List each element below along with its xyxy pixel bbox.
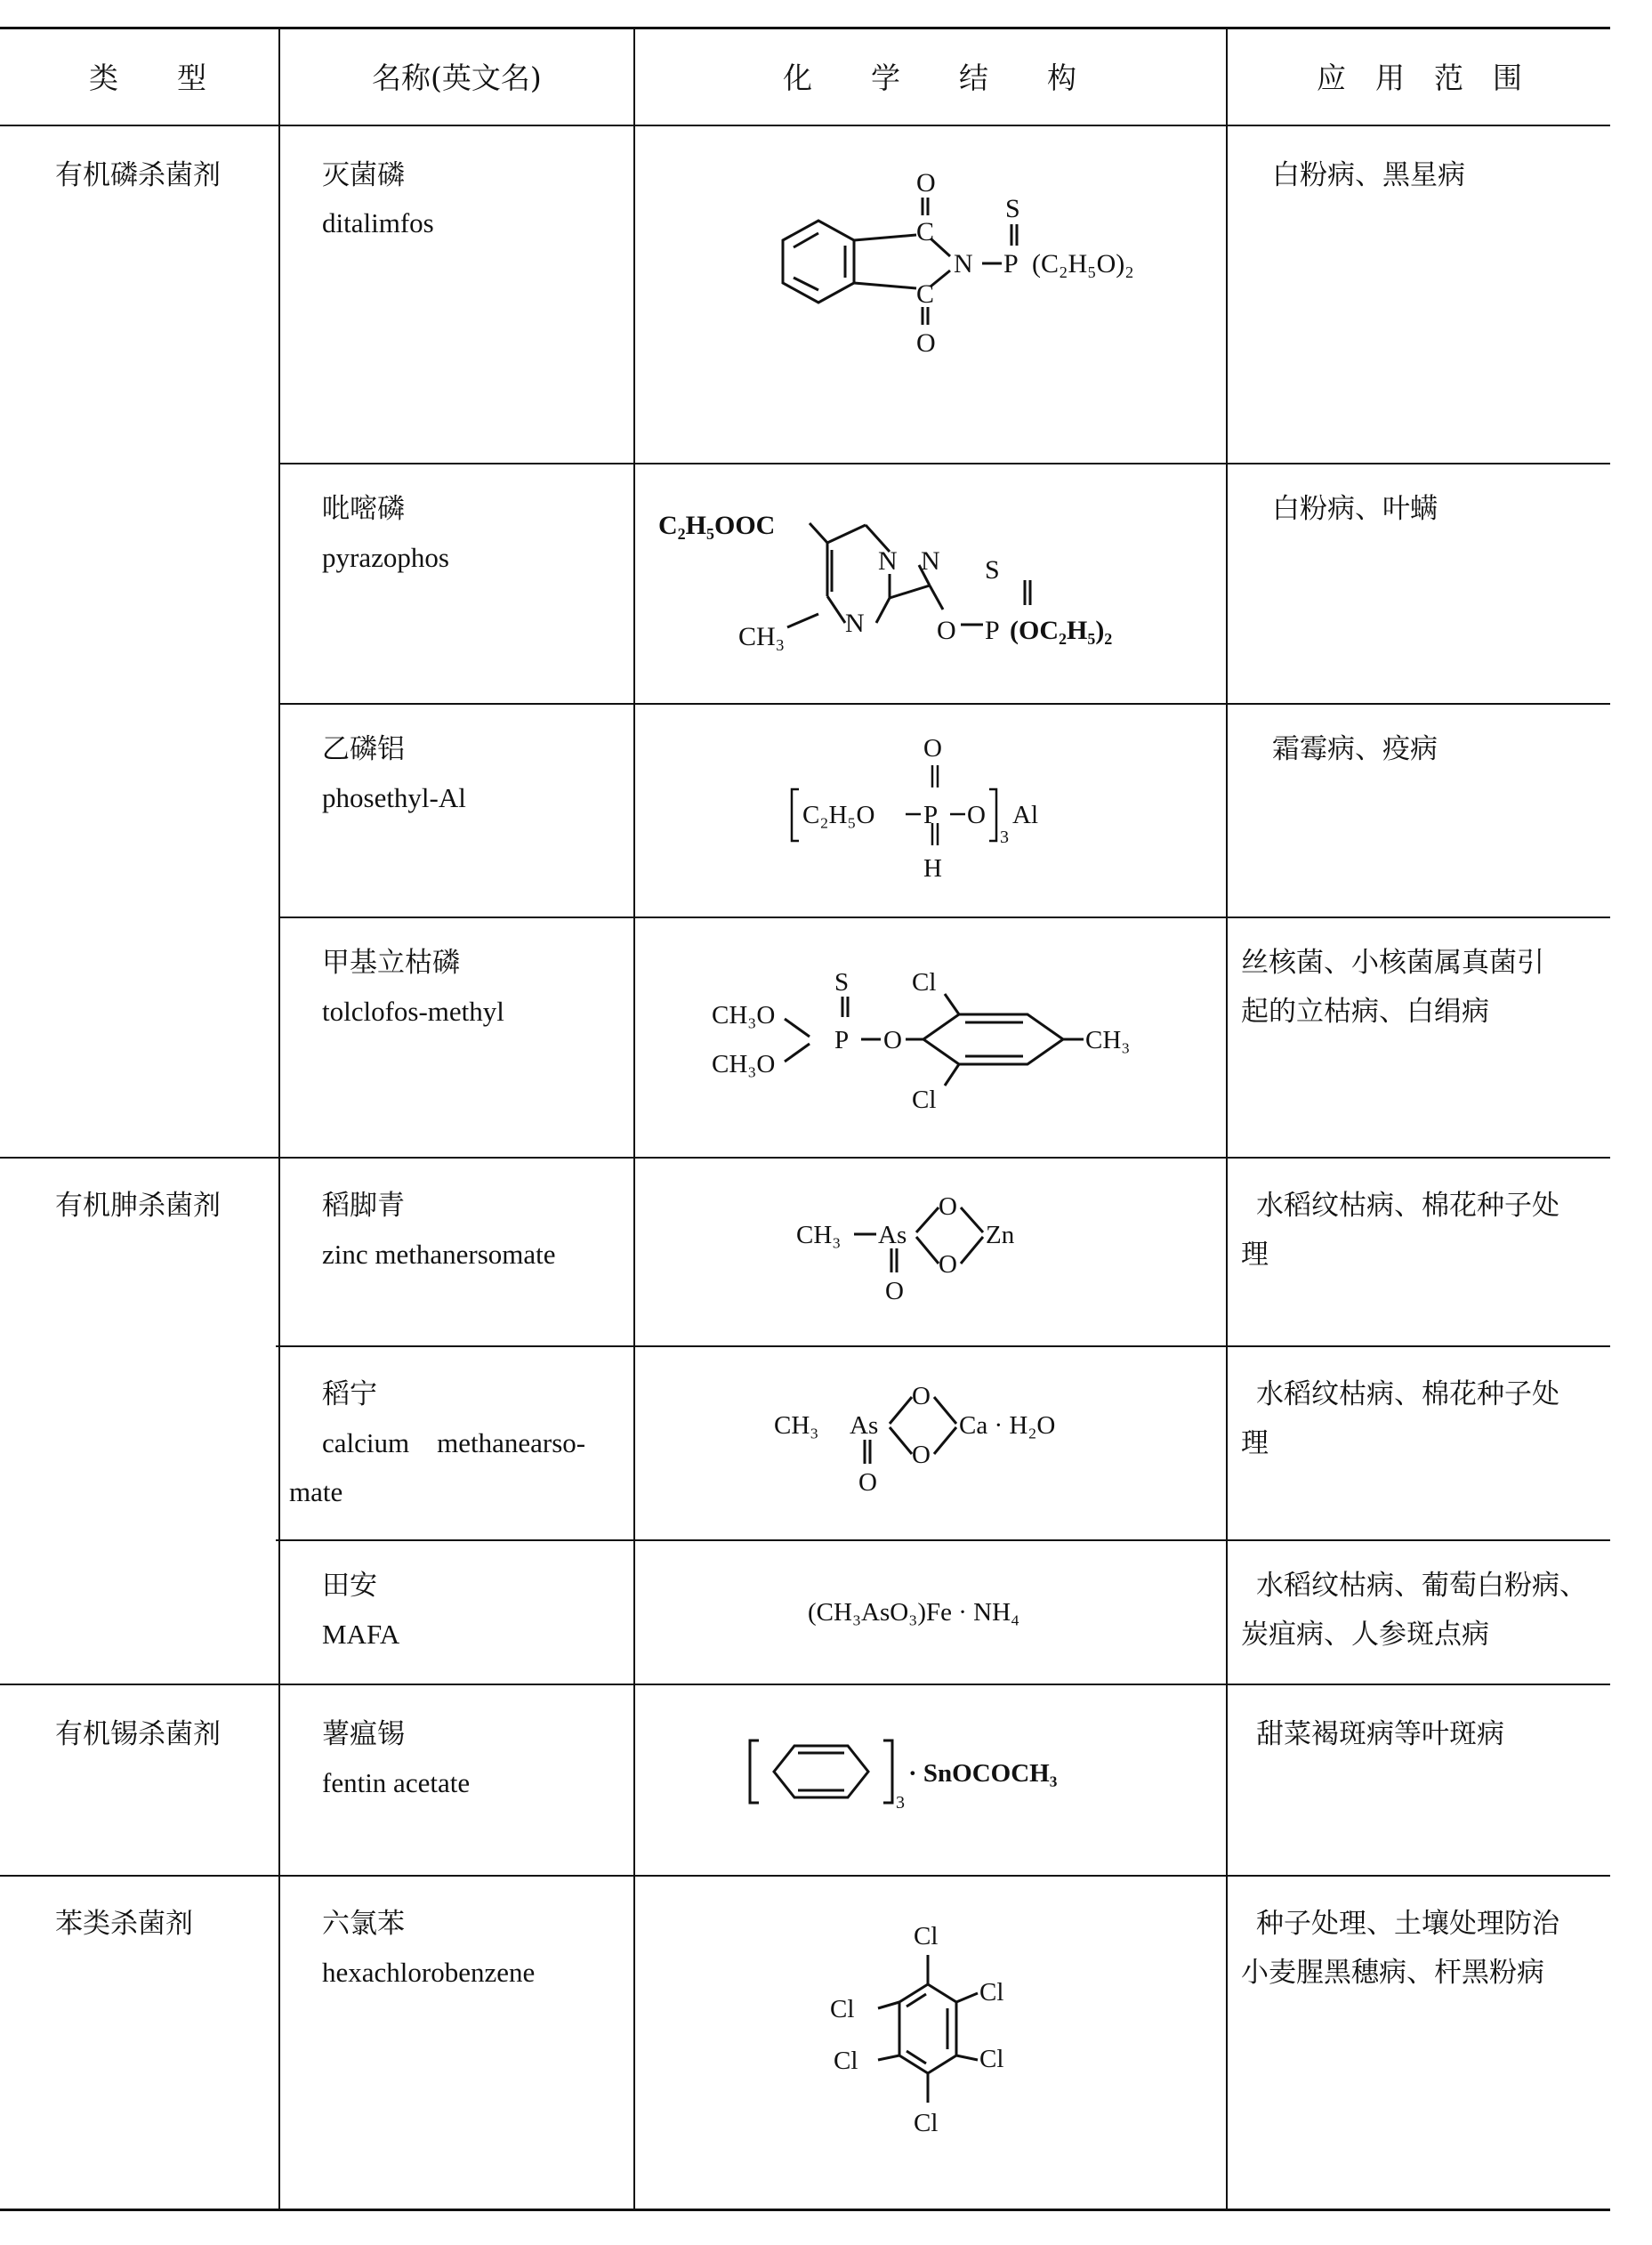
name-cn: 吡嘧磷: [322, 493, 405, 525]
row-divider-1: [280, 463, 1610, 464]
substituent-methyl: CH₃: [738, 622, 786, 651]
category-organoarsenic: 有机胂杀菌剂: [55, 1190, 221, 1222]
methoxy-bottom: CH₃O: [712, 1050, 776, 1078]
atom-cl-lower-left: Cl: [834, 2047, 858, 2075]
atom-p: P: [834, 1026, 850, 1054]
atom-al: Al: [1012, 801, 1038, 829]
atom-cl-top: Cl: [912, 968, 937, 997]
category-benzene: 苯类杀菌剂: [55, 1908, 193, 1940]
col-rule-1: [278, 27, 280, 2209]
name-cn: 灭菌磷: [322, 159, 405, 191]
top-rule: [0, 27, 1610, 29]
atom-o: O: [883, 1026, 902, 1054]
atom-o-bottom: O: [912, 1441, 931, 1469]
atom-p: P: [985, 616, 1000, 645]
row-divider-2: [280, 703, 1610, 705]
name-en: phosethyl-Al: [322, 782, 466, 813]
methoxy-top: CH₃O: [712, 1001, 776, 1030]
application-line-1: 水稻纹枯病、棉花种子处: [1256, 1190, 1559, 1222]
name-cn: 薯瘟锡: [322, 1718, 405, 1750]
atom-o-top: O: [923, 734, 942, 763]
substituent-methyl: CH₃: [774, 1411, 819, 1440]
name-en: fentin acetate: [322, 1767, 471, 1798]
category-organotin: 有机锡杀菌剂: [55, 1718, 221, 1750]
name-cn: 稻脚青: [322, 1190, 405, 1222]
atom-o-oxo: O: [885, 1277, 904, 1305]
application-line-2: 起的立枯病、白绢病: [1241, 996, 1489, 1028]
name-en: MAFA: [322, 1619, 400, 1650]
structure-phosethyl-al: [783, 725, 1085, 912]
substituent-diethoxy: (OC₂H₅)₂: [1010, 616, 1113, 645]
atom-cl-bottom: Cl: [914, 2109, 939, 2137]
atom-s: S: [985, 555, 1000, 585]
name-cn: 田安: [322, 1570, 377, 1602]
application-line-2: 理: [1241, 1427, 1269, 1459]
header-application: 应 用 范 围: [1317, 61, 1522, 95]
name-cn: 稻宁: [322, 1378, 377, 1410]
application-line-2: 小麦腥黑穗病、杆黑粉病: [1241, 1957, 1544, 1989]
substituent-ester: C₂H₅OOC: [658, 511, 776, 540]
atom-cl-lower-right: Cl: [979, 2045, 1004, 2073]
row-divider-4: [276, 1345, 1610, 1347]
subscript-3: 3: [896, 1793, 905, 1813]
atom-cl-upper-right: Cl: [979, 1978, 1004, 2007]
atom-o-top: O: [939, 1192, 957, 1221]
name-cn: 甲基立枯磷: [322, 947, 460, 979]
application: 霜霉病、疫病: [1272, 733, 1438, 765]
atom-s: S: [1005, 194, 1020, 223]
atom-o-bottom: O: [939, 1250, 957, 1279]
header-name: 名称(英文名): [372, 61, 542, 95]
subscript-3: 3: [1000, 828, 1009, 847]
row-divider-3: [280, 917, 1610, 918]
name-cn: 乙磷铝: [322, 733, 405, 765]
name-en: ditalimfos: [322, 207, 434, 238]
atom-n2: N: [921, 546, 940, 576]
atom-c-bottom: C: [916, 279, 935, 309]
atom-zn: Zn: [986, 1221, 1015, 1249]
atom-cl-upper-left: Cl: [830, 1995, 855, 2023]
structure-ditalimfos: [729, 168, 1192, 409]
structure-pyrazophos: [654, 480, 1223, 694]
name-en: pyrazophos: [322, 542, 449, 573]
substituent-methyl: CH₃: [796, 1221, 842, 1249]
atom-o-right: O: [967, 801, 986, 829]
name-cn: 六氯苯: [322, 1908, 405, 1940]
atom-p: P: [1003, 249, 1019, 279]
atom-n: N: [954, 249, 973, 279]
col-rule-2: [633, 27, 635, 2209]
atom-c-top: C: [916, 217, 935, 246]
col-rule-3: [1226, 27, 1228, 2209]
atom-o-top: O: [916, 168, 936, 198]
structure-calcium-methanearsomate: [765, 1377, 1121, 1511]
name-en: hexachlorobenzene: [322, 1957, 536, 1988]
application-line-2: 炭疽病、人参斑点病: [1241, 1619, 1489, 1651]
name-en-line-2: mate: [289, 1476, 343, 1507]
application-line-1: 种子处理、土壤处理防治: [1256, 1908, 1559, 1940]
triphenyltin-acetate: · SnOCOCH₃: [908, 1759, 1058, 1788]
header-structure: 化 学 结 构: [783, 61, 1076, 95]
application: 白粉病、黑星病: [1272, 159, 1465, 191]
header-type: 类 型: [89, 61, 206, 95]
atom-o: O: [937, 616, 956, 645]
category-organophosphorus: 有机磷杀菌剂: [55, 159, 221, 191]
calcium-hydrate: Ca · H₂O: [959, 1411, 1056, 1440]
name-en: zinc methanersomate: [322, 1239, 556, 1270]
application: 甜菜褐斑病等叶斑病: [1256, 1718, 1504, 1750]
category-divider-2: [0, 1684, 1610, 1685]
atom-o-oxo: O: [858, 1468, 877, 1497]
structure-tolclofos-methyl: [712, 948, 1210, 1148]
bottom-rule: [0, 2209, 1610, 2211]
structure-fentin-acetate: [743, 1726, 1134, 1824]
structure-hexachlorobenzene: [814, 1909, 1045, 2167]
atom-cl-bottom: Cl: [912, 1086, 937, 1114]
atom-as: As: [850, 1411, 879, 1440]
atom-o-bottom: O: [916, 328, 936, 358]
name-en-line-1: calcium methanearso-: [322, 1427, 586, 1458]
category-divider-3: [0, 1875, 1610, 1877]
application-line-1: 丝核菌、小核菌属真菌引: [1241, 947, 1544, 979]
methyl-ring: CH₃: [1085, 1026, 1131, 1054]
structure-zinc-methanersomate: [792, 1188, 1085, 1321]
application-line-1: 水稻纹枯病、葡萄白粉病、: [1256, 1570, 1587, 1602]
atom-s: S: [834, 968, 850, 997]
row-divider-5: [276, 1539, 1610, 1541]
substituent-ethoxy: C₂H₅O: [802, 801, 875, 829]
application: 白粉病、叶螨: [1272, 493, 1438, 525]
formula-mafa: (CH₃AsO₃)Fe · NH₄: [808, 1598, 1020, 1627]
atom-as: As: [878, 1221, 907, 1249]
header-rule: [0, 125, 1610, 126]
atom-o-top: O: [912, 1382, 931, 1410]
application-line-2: 理: [1241, 1239, 1269, 1271]
category-divider-1: [0, 1157, 1610, 1159]
atom-p: P: [923, 801, 939, 829]
atom-cl-top: Cl: [914, 1922, 939, 1950]
application-line-1: 水稻纹枯病、棉花种子处: [1256, 1378, 1559, 1410]
atom-h: H: [923, 854, 942, 883]
substituent-ethoxy: (C₂H₅O)₂: [1032, 249, 1134, 279]
name-en: tolclofos-methyl: [322, 996, 504, 1027]
atom-n1: N: [878, 546, 898, 576]
atom-n3: N: [845, 609, 865, 638]
